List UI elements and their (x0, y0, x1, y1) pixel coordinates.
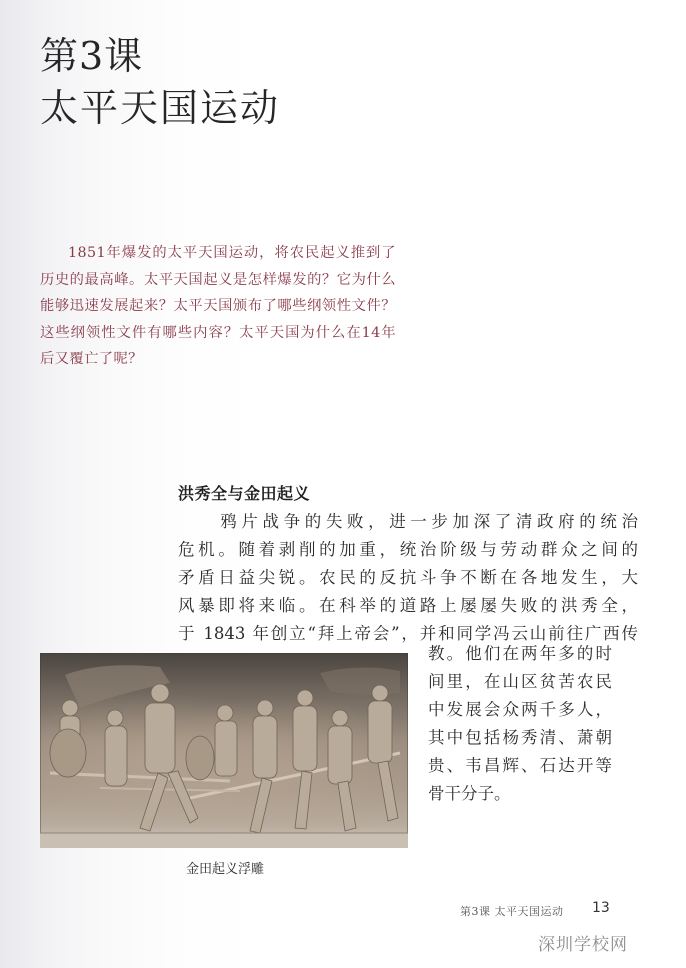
body-line: 风暴即将来临。在科举的道路上屡屡失败的洪秀全， (178, 596, 638, 615)
intro-text: 1851年爆发的太平天国运动，将农民起义推到了历史的最高峰。太平天国起义是怎样爆发的？它为什么能够迅速发展起来？太平天国颁布了哪些纲领性文件？这些纲领性文件有哪些内容？太平天国为什么在14年后又覆亡了呢？ (40, 245, 396, 367)
body-line: 贵、韦昌辉、石达开等 (428, 756, 612, 775)
page-number: 13 (592, 900, 610, 916)
figure-caption: 金田起义浮雕 (186, 862, 265, 877)
body-line: 其中包括杨秀清、萧朝 (428, 728, 612, 747)
relief-figures-illustration (40, 653, 408, 848)
lesson-number: 第3课 (40, 34, 144, 78)
intro-paragraph (40, 240, 396, 373)
body-text-full-width (178, 508, 638, 648)
body-line: 于 1843 年创立“拜上帝会”，并和同学冯云山前往广西传 (178, 624, 638, 643)
watermark: 深圳学校网 (538, 935, 628, 955)
lesson-title: 太平天国运动 (40, 86, 281, 130)
body-line: 矛盾日益尖锐。农民的反抗斗争不断在各地发生，大 (178, 568, 638, 587)
body-line: 危机。随着剥削的加重，统治阶级与劳动群众之间的 (178, 540, 638, 559)
body-line: 教。他们在两年多的时 (428, 644, 612, 663)
running-head: 第3课 太平天国运动 (460, 905, 564, 918)
body-text-wrapped (428, 640, 612, 808)
body-line: 骨干分子。 (428, 784, 511, 803)
body-line: 鸦片战争的失败，进一步加深了清政府的统治 (178, 512, 638, 531)
body-line: 间里，在山区贫苦农民 (428, 672, 612, 691)
body-line: 中发展会众两千多人， (428, 700, 612, 719)
relief-sculpture-image (40, 653, 408, 848)
section-heading: 洪秀全与金田起义 (178, 484, 311, 503)
